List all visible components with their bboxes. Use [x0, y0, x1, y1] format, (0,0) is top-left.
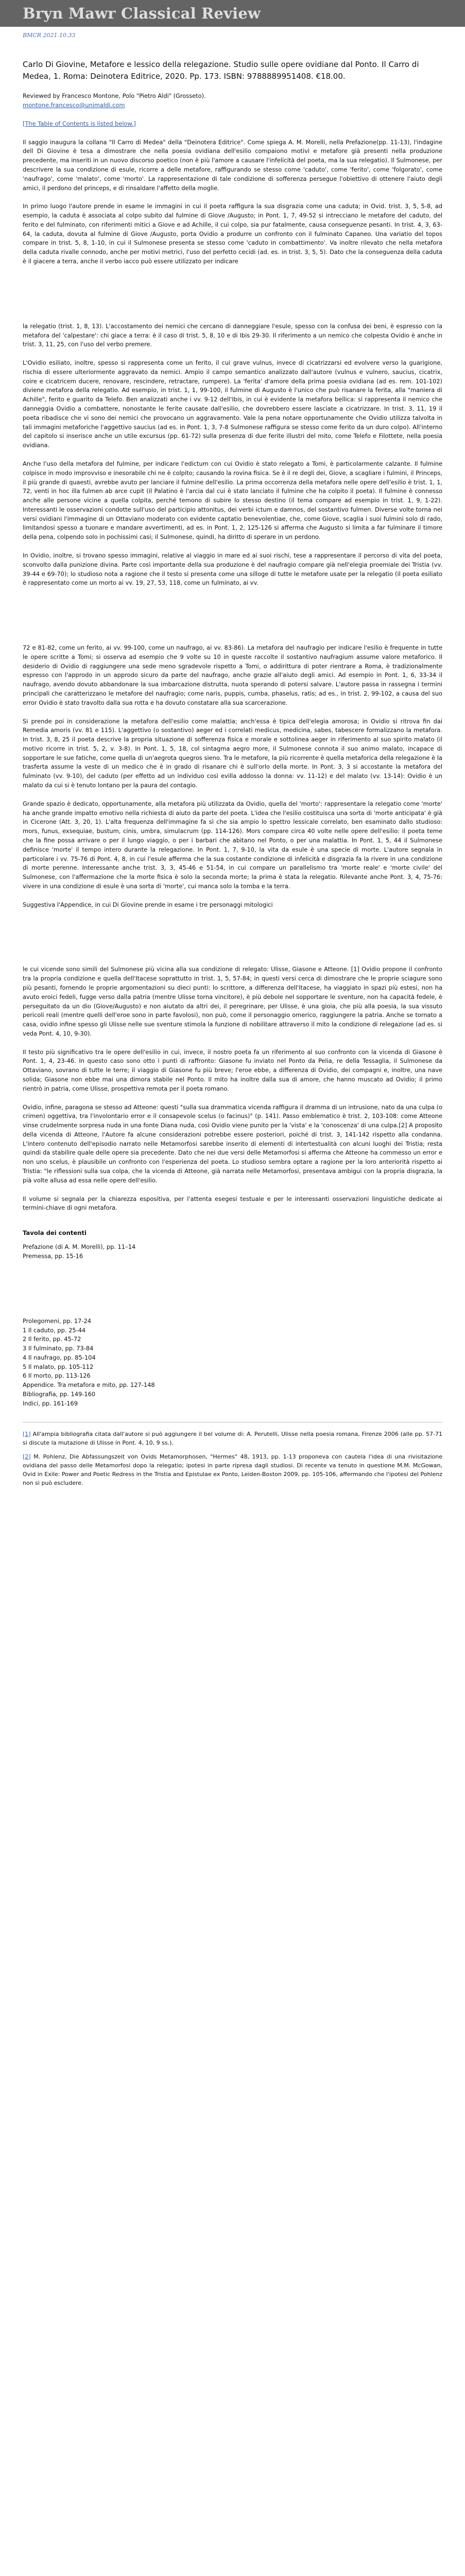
reviewer-line: Reviewed by Francesco Montone, Polo "Pietro Aldi" (Grosseto).	[23, 92, 206, 100]
reviewer-email-link[interactable]: montone.francesco@unimaldi.com	[23, 101, 125, 109]
toc-entry: Prefazione (di A. M. Morelli), pp. 11–14	[23, 1243, 136, 1251]
body-paragraph-3: la relegatio (trist. 1, 8, 13). L'accostamento dei nemici che cercano di danneggiare l'esule, spesso con la confusa dei beni, è espresso con la metafora del 'calpestare': chi giace a terra: è il caso di trist. 5, 8, 10 e di Ibis 29-30. Il riferimento a un nemico che colpesta Ovidio è anche in trist. 3, 11, 25, con l'uso del verbo premere.	[23, 322, 442, 348]
body-paragraph-5: Anche l'uso della metafora del fulmine, per indicare l'edictum con cui Ovidio è stato relegato a Tomi, è particolarmente calzante. Il fulmine colpisce in modo improvviso e inesorabile chi ne è colpito; causando la rovina fisica. Se è il re degli dei, Giove, a scagliare i fulmini, il Princeps, il più grande di quaesti, avrebbe avuto per lanciare il fulmine dell'esilio. La prima occorrenza della metafora nelle opere dell'esilio è trist. 1, 1, 72, venti in hoc illa fulmen ab arce cupit (il Palatino è l'arcia dal cui è stato lanciato il fulmine che ha colpito il poeta). Il fulmine è connesso anche alle persone vicine a quella colpita, perché temono di subire lo stesso destino (il tema compare ad esempio in trist. 1, 9, 1-22). Interessanti le osservazioni condotte sull'uso del participio attonitus, dei verbi ictum e damnos, del sostantivo fulmen. Diverse volte torna nei versi ovidiani l'immagine di un Ottaviano moderato con evidente captatio benevolentiae, che, come Giove, scaglia i suoi fulmini solo di rado, limitandosi spesso a tuonare e mandare avvertimenti, ad es. in Pont. 1, 2, 125-126 si afferma che Augusto si limita a far fulminare il timore della pena, colpendo solo in pochissimi casi; il Sulmonese, quindi, ha diritto di sperare in un perdono.	[23, 460, 442, 541]
toc-entry: 1 Il caduto, pp. 25-44	[23, 1326, 86, 1334]
body-paragraph-4: L'Ovidio esiliato, inoltre, spesso si rappresenta come un ferito, il cui grave vulnus, invece di cicatrizzarsi ed evolvere verso la guarigione, rischia di essere ulteriormente aggravato da nemici. Ampio il campo semantico analizzato dall'autore (vulnus e vulnero, saucius, cicatrix, coire e cicatricem ducere, renovare, rescindere, retractare, rumpere). La 'ferita' d'amore della prima poesia ovidiana (ad es. rem. 101-102) diviene metafora della relegatio. Ad esempio, in trist. 1, 1, 99-100, il fulmine di Augusto è l'unico che può risanare la ferita, alla "maniera di Achille", ferito e guarito da Telefo. Ben analizzati anche i vv. 9-12 dell'Ibis, in cui è evidente la metafora bellica: si rappresenta il nemico che danneggia Ovidio a combattere, nonostante le ferite causate dall'esilio, che dovrebbero essere lasciate a cicatrizzare. In trist. 3, 11, 19 il poeta ribadisce che vi sono dei nemici che provocano un aggravamento. Vale la pena notare opportunamente che Ovidio utilizza talvolta in tali immagini metaforiche l'aggettivo saucius (ad es. in Pont. 1, 3, 7-8 Sulmonese raffigura se stesso come ferito da un duro colpo). All'interno del capitolo si inserisce anche un utile excursus (pp. 61-72) sulla presenza di due ferite illustri del mito, come Telefo e Filottete, nella poesia ovidiana.	[23, 359, 442, 449]
toc-entry: Bibliografia, pp. 149-160	[23, 1391, 96, 1398]
toc-entry: 2 Il ferito, pp. 45-72	[23, 1335, 81, 1343]
toc-group-chapters	[23, 1317, 442, 1409]
footnote-2-text: M. Pohlenz, Die Abfassungszeit von Ovids Metamorphosen, "Hermes" 48, 1913, pp. 1-13 proponeva con cautela l'idea di una rivisitazione ovidiana del passo delle Metamorfosi dopo la relegatio; ipotesi in parte ripresa dagli studiosi. Di recente va tenuto in questione M.M. McGowan, Ovid in Exile: Power and Poetic Redress in the Tristia and Epistulae ex Ponto, Leiden-Boston 2009, pp. 105-106, affermando che l'ipotesi del Pohlenz non si può escludere.	[23, 1453, 442, 1487]
toc-entry: Premessa, pp. 15-16	[23, 1252, 83, 1260]
toc-link[interactable]: [The Table of Contents is listed below.]	[23, 120, 136, 127]
review-id: BMCR 2021.10.33	[23, 32, 76, 39]
toc-entry: 3 Il fulminato, pp. 73-84	[23, 1345, 94, 1352]
toc-entry: 4 Il naufrago, pp. 85-104	[23, 1353, 96, 1361]
toc-entry: Prolegomeni, pp. 17-24	[23, 1317, 91, 1325]
body-paragraph-13: Ovidio, infine, paragona se stesso ad Atteone: questi "sulla sua drammatica vicenda raffigura il dramma di un intrusione, nato da una culpa (o crimen) oggettiva, tra l'involontario error e il consapevole scelus (o facinus)" (p. 141). Passo emblematico è trist. 2, 103-108: come Atteone vinse crudelmente sorpresa nuda in una fonte Diana nuda, così Ovidio viene punito per la 'vista' e la 'conoscenza' di una culpa.[2] A proposito della vicenda di Atteone, l'Autore fa alcune considerazioni potrebbe essere posteriori, poiché di trist. 3, 141-142 rispetto alla condanna. L'intero contenuto dell'episodio narrato nelle Metamorfosi sarebbe inserito di elementi di intertestualità con alcuni luoghi dei Tristia; resta quindi da stabilire quale delle opere sia precedente. Dato che nei due versi delle Metamorfosi si afferma che Atteone ha commesso un error e non uno scelus, è plausibile un confronto con l'esperienza del poeta. Lo studioso sembra optare a ragione per la loro anteriorità rispetto ai Tristia: "le riflessioni sulla sua colpa, che la vicenda di Atteone, già narrata nelle Metamorfosi, presentava ambigui con la propria disgrazia, la pià volte allusa ad essa nelle opere dell'esilio.	[23, 1103, 442, 1184]
body-paragraph-7: 72 e 81-82, come un ferito, ai vv. 99-100, come un naufrago, ai vv. 83-86). La metafora del naufragio per indicare l'esilio è frequente in tutte le opere scritte a Tomi; si osserva ad esempio che 9 volte su 10 in queste raccolte il sostantivo naufragium assume valore metaforico. Il desiderio di Ovidio di raggiungere una sede meno sgradevole rispetto a Tomi, o addirittura di poter rientrare a Roma, è tradizionalmente espresso con l'approdo in un approdo sicuro da parte del naufrago, anche grazie all'aiuto degli amici. Ad esempio in Pont. 1, 6, 33-34 il naufrago, avendo dovuto abbandonare la sua imbarcazione distrutta, nuota sperando di potersi salvare. L'autore passa in rassegna i termini principali che caratterizzano le metafore del naufragio; come naris, puppis, cumba, phaselus, ratis; ad es., in trist. 2, 99-102, a causa del suo error Ovidio è stato travolto dalla sua rotta e ha dovuto constatare alla sua scarcerazione.	[23, 644, 442, 706]
review-content	[0, 59, 465, 1514]
toc-entry: 6 Il morto, pp. 113-126	[23, 1372, 91, 1380]
body-paragraph-1: Il saggio inaugura la collana "Il Carro di Medea" della "Deinotera Editrice". Come spiega A. M. Morelli, nella Prefazione(pp. 11-13), l'indagine dell Di Giovine è tesa a dimostrare che nella poesia ovidiana dell'esilio compaiono motivi e metafore già presenti nella produzione precedente, ma inseriti in un nuovo discorso poetico (non è più l'amore a causare l'infelicità del poeta, ma la sua relegatio). Il Sulmonese, per descrivere la sua condizione di esule, ricorre a delle metafore, raffigurando se stesso come 'caduto', come 'ferito', come 'folgorato', come 'naufrago', come 'malato', come 'morto'. La rappresentazione di tale condizione di sofferenza persegue l'obiettivo di ottenere l'aiuto degli amici, il perdono del princeps, e di rinsaldare l'affetto della moglie.	[23, 138, 442, 192]
site-header	[0, 0, 465, 27]
page-gap	[23, 919, 442, 965]
footnote-1-text: All'ampia bibliografia citata dall'autore si può aggiungere il bel volume di: A. Perutelli, Ulisse nella poesia romana, Firenze 2006 (alle pp. 57-71 si discute la mutazione di Ulisse in Pont. 4, 10, 9 ss.).	[23, 1430, 442, 1446]
footnote-2-backlink[interactable]: [2]	[23, 1453, 31, 1460]
body-paragraph-14: Il volume si segnala per la chiarezza espositiva, per l'attenta esegesi testuale e per le interessanti osservazioni linguistiche dedicate ai termini-chiave di ogni metafora.	[23, 1195, 442, 1212]
body-paragraph-10: Suggestiva l'Appendice, in cui Di Giovine prende in esame i tre personaggi mitologici	[23, 901, 273, 908]
page-gap	[23, 276, 442, 322]
reviewer-block	[23, 92, 442, 110]
page-gap	[23, 597, 442, 643]
toc-entry: 5 Il malato, pp. 105-112	[23, 1363, 94, 1370]
body-paragraph-6: In Ovidio, inoltre, si trovano spesso immagini, relative al viaggio in mare ed ai suoi rischi, tese a rappresentare il percorso di vita del poeta, sconvolto dalla punizione divina. Parte così importante della sua produzione è del naufragio compare già nell'elegia proemiale dei Tristia (vv. 39-44 e 69-70); lo studioso nota a ragione che il testo si presenta come una silloge di tutte le metafore usate per la relegatio (il poeta esiliato è rappresentato come un morto ai vv. 19, 27, 53, 118, come un fulminato, ai vv.	[23, 551, 442, 587]
review-citation: Carlo Di Giovine, Metafore e lessico della relegazione. Studio sulle opere ovidiane dal Ponto. Il Carro di Medea, 1. Roma: Deinotera Editrice, 2020. Pp. 173. ISBN: 9788889951408. €18.00.	[23, 59, 419, 81]
body-paragraph-2: In primo luogo l'autore prende in esame le immagini in cui il poeta raffigura la sua disgrazia come una caduta; in Ovid. trist. 3, 5, 5-8, ad esempio, la caduta è associata al colpo subito dal fulmine di Giove /Augusto; in Pont. 1, 7, 49-52 si intrecciano le metafore del caduto, del ferito e del fulminato, con riferimenti mitici a Giove e ad Achille, il cui colpo, sia pur fatalmente, causa conseguenze pesanti. In trist. 4, 3, 63-64, la caduta, dovuta al fulmine di Giove /Augusto, porta Ovidio a produrre un confronto con il fulminato Capaneo. Una variatio del topos compare in trist. 5, 8, 1-10, in cui il Sulmonese presenta se stesso come 'caduto in combattimento'. Va inoltre rilevato che nella metafora della caduta rivalle connodo, anche per motivi metrici, l'uso del perfetto cecidi (ad. es. in trist. 3, 5, 5). Dato che la conseguenza della caduta è il giacere a terra, anche il verbo iacco può essere utilizzato per indicare	[23, 202, 442, 265]
footnote-1	[23, 1430, 442, 1447]
toc-group-front	[23, 1243, 442, 1261]
review-id-row	[0, 27, 465, 40]
toc-link-paragraph	[23, 120, 442, 129]
toc-entry: Appendice. Tra metafora e mito, pp. 127-148	[23, 1381, 155, 1389]
toc-entry: Indici, pp. 161-169	[23, 1399, 78, 1407]
footnote-1-backlink[interactable]: [1]	[23, 1430, 31, 1437]
body-paragraph-12: Il testo più significativo tra le opere dell'esilio in cui, invece, il nostro poeta fa un riferimento al suo confronto con la vicenda di Giasone è Pont. 1, 4, 23-46. In questo caso sono otto i punti di raffronto: Giasone fu inviato nel Ponto da Pelia, re della Tessaglia, il Sulmonese da Ottaviano, sovrano di tutte le terre; il viaggio di Giasone fu più breve; l'eroe ebbe, a differenza di Ovidio, dei compagni e, inoltre, una nave solida; Giasone non ebbe mai una dimora stabile nel Ponto. Il mito ha inoltre dalla sua di amore, che hanno muscato ad Ovidio; il primo rientrò in patria, come Ulisse, prospettiva remota per il poeta romano.	[23, 1048, 442, 1092]
body-paragraph-8: Si prende poi in considerazione la metafora dell'esilio come malattia; anch'essa è tipica dell'elegia amorosa; in Ovidio si ritrova fin dai Remedia amoris (vv. 81 e 115). L'aggettivo (o sostantivo) aeger ed i correlati medicus, medicina, sabes, tabescere formalizzano la metafora. In trist. 3, 8, 25 il poeta descrive la propria situazione di sofferenza fisica e morale e sottolinea aeger in riferimento al suo spirito malato (il motivo ricorre in trist. 5, 2, v. 3-8). In Pont. 1, 5, 18, col sintagma aegro more, il Sulmonese connota il suo animo malato, incapace di sopportare le sue fatiche, come quella di un'aegrota quegros sieno. Tra le metafore, la più ricorrente è quella metaforica della relegazione è la trasferta assume la veste di un medico che è in grado di risanare chi è sull'orlo della morte. In Pont. 3, 3 si accostante la metafora del fulminato (vv. 9-10), del caduto (per effetto ad un individuo così evilla addosso la donna: vv. 11-12) e del malato (vv. 13-14): Ovidio è un malato da cui si è tenuto lontano per la paura del contagio.	[23, 717, 442, 789]
page-gap	[23, 1270, 442, 1317]
toc-title: Tavola dei contenti	[23, 1229, 87, 1237]
site-title[interactable]: Bryn Mawr Classical Review	[23, 5, 261, 22]
footnote-2	[23, 1452, 442, 1488]
body-paragraph-11: le cui vicende sono simili del Sulmonese più vicina alla sua condizione di relegato: Ulisse, Giasone e Atteone. [1] Ovidio propone il confronto tra la propria condizione e quella dell'Itacese soprattutto in trist. 1, 5, 57-84; in questi versi cerca di dimostrare che le proprie sciagure sono più pesanti, fornendo le proprie argomentazioni su dieci punti: lo scrittore, a differenza dell'Itacese, ha viaggiato in spazi più estesi, non ha avuto eroici fedeli, fugge verso dalla patria (mentre Ulisse torna vincitore), è più debole nel sopportare le sventure, non ha capacità fedele, è perseguitato da un dio (Giove/Augusto) e non aiutato da altri dei, il peregrinare, per Ulisse, è una gioia, che più alla poesia, la sua vissuto pericoli reali (mentre quelli dell'eroe sono in parte favolosi), non può, come il personaggio omerico, raggiungere la patria. Anche se tornato a casa, ovidio infine spesso gli Ulisse nelle sue sventure stimola la funzione di nobilitare attraverso il mito la condizione di relegazione (ad es. si veda Pont. 4, 10, 9-30).	[23, 965, 442, 1037]
body-paragraph-9: Grande spazio è dedicato, opportunamente, alla metafora più utilizzata da Ovidio, quella del 'morto': rappresentare la relegatio come 'morte' ha anche grande impatto emotivo nella richiesta di aiuto da parte del poeta. L'idea che l'esilio costituisca una sorta di 'morte anticipata' è già in Cicerone (Att. 3, 20, 1). L'alta frequenza dell'immagine fa sì che sia ampio lo spettro lessicale correlato, ben esaminato dallo studioso: mors, funus, exsequiae, bustum, cinis, umbra, simulacrum (pp. 114-126). Mors compare circa 40 volte nelle opere dell'esilio: il poeta teme che la fine possa arrivare o per il lungo viaggio, o per i barbari che abitano nel Ponto, o per una malattia. In Pont. 1, 5, 44 il Sulmonese definisce 'morte' il tempo intero durante la relegazione. In Pont. 1, 7, 9-10, la vita da esule è una specie di morte. L'autore segnala in particolare i vv. 75-76 di Pont. 4, 8, in cui l'esule afferma che la sua costante condizione di infelicità e disgrazia fa la rivere in una condizione di morte perenne. Interessante anche trist. 3, 3, 45-46 e 51-54, in cui compare un parallelismo tra 'morte reale' e 'morte civile' del Sulmonese, con l'affermazione che la morte fisica è solo la seconda morte; la prima è stata la relegatio. Rilevante anche Pont. 3, 4, 75-76: vivere in una condizione di esule è una sorta di 'morte', cui manca solo la tomba e la terra.	[23, 800, 442, 890]
